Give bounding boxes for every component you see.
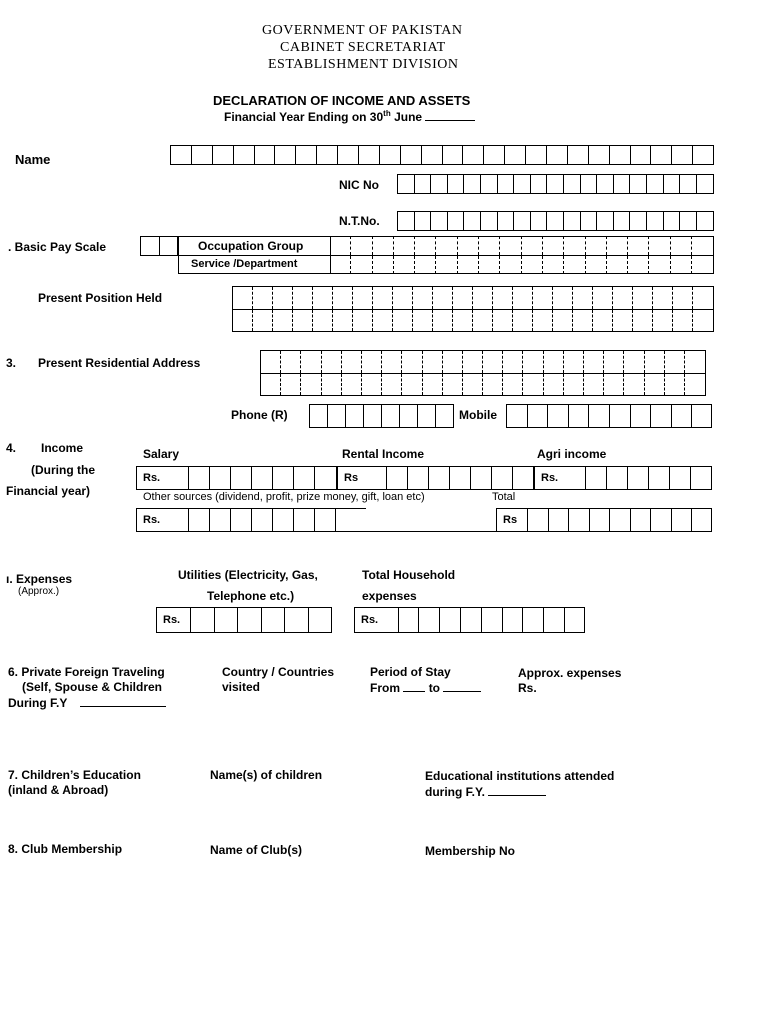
period-from-blank[interactable]	[403, 680, 425, 692]
period-label-1: Period of Stay	[370, 665, 451, 679]
utilities-field[interactable]	[156, 607, 332, 633]
approx-expenses-label-2: Rs.	[518, 681, 537, 695]
education-label-2: (inland & Abroad)	[8, 783, 109, 797]
mobile-field[interactable]	[506, 404, 712, 428]
form-subtitle: Financial Year Ending on 30th June	[224, 109, 475, 124]
name-field[interactable]	[170, 145, 714, 165]
agri-income-label: Agri income	[537, 447, 607, 461]
agri-income-field[interactable]	[534, 466, 712, 490]
expenses-label: ı. Expenses	[6, 572, 73, 586]
period-label-2: From to	[370, 680, 481, 695]
nic-label: NIC No	[339, 178, 379, 192]
nic-field[interactable]	[397, 174, 714, 194]
phone-label: Phone (R)	[231, 408, 288, 422]
ntn-field[interactable]	[397, 211, 714, 231]
total-label: Total	[492, 491, 516, 503]
mobile-label: Mobile	[459, 408, 497, 422]
travel-label-2: (Self, Spouse & Children	[22, 680, 163, 694]
total-rs-prefix: Rs	[497, 509, 528, 531]
bps-label: . Basic Pay Scale	[8, 240, 107, 254]
countries-label-2: visited	[222, 680, 261, 694]
income-sub1: (During the	[31, 463, 95, 477]
utilities-rs-prefix: Rs.	[157, 608, 191, 632]
household-rs-prefix: Rs.	[355, 608, 399, 632]
membership-no-label: Membership No	[425, 844, 516, 858]
ntn-label: N.T.No.	[339, 214, 380, 228]
expenses-approx: (Approx.)	[18, 586, 60, 597]
rental-income-field[interactable]	[337, 466, 534, 490]
name-label: Name	[15, 152, 51, 167]
address-label: Present Residential Address	[38, 356, 201, 370]
club-label: 8. Club Membership	[8, 842, 123, 856]
salary-label: Salary	[143, 447, 180, 461]
income-label: Income	[41, 441, 84, 455]
income-sub2: Financial year)	[6, 484, 91, 498]
header-division: ESTABLISHMENT DIVISION	[268, 57, 459, 72]
other-sources-baseline	[366, 531, 496, 532]
present-position-field[interactable]	[232, 286, 714, 332]
other-sources-field[interactable]	[136, 508, 366, 532]
countries-label-1: Country / Countries	[222, 665, 335, 679]
household-label-1: Total Household	[362, 568, 456, 582]
institutions-label-1: Educational institutions attended	[425, 769, 615, 783]
period-to-blank[interactable]	[443, 680, 481, 692]
total-income-field[interactable]	[496, 508, 712, 532]
education-fy-blank[interactable]	[488, 784, 546, 796]
household-expenses-field[interactable]	[354, 607, 585, 633]
fiscal-year-blank[interactable]	[425, 109, 475, 121]
occupation-group-label: Occupation Group	[198, 239, 304, 253]
agri-rs-prefix: Rs.	[535, 467, 586, 489]
other-sources-label: Other sources (dividend, profit, prize money, gift, loan etc)	[143, 491, 425, 503]
address-field[interactable]	[260, 350, 706, 396]
travel-fy-blank[interactable]	[80, 695, 166, 707]
income-number: 4.	[6, 441, 17, 455]
salary-rs-prefix: Rs.	[137, 467, 189, 489]
salary-field[interactable]	[136, 466, 337, 490]
household-label-2: expenses	[362, 589, 417, 603]
other-rs-prefix: Rs.	[137, 509, 189, 531]
club-names-label: Name of Club(s)	[210, 843, 303, 857]
children-names-label: Name(s) of children	[210, 768, 323, 782]
service-department-label: Service /Department	[191, 258, 298, 270]
utilities-label-2: Telephone etc.)	[207, 589, 295, 603]
present-position-label: Present Position Held	[38, 291, 163, 305]
address-number: 3.	[6, 356, 17, 370]
form-title: DECLARATION OF INCOME AND ASSETS	[213, 93, 471, 108]
bps-field[interactable]	[140, 236, 178, 256]
utilities-label-1: Utilities (Electricity, Gas,	[178, 568, 318, 582]
travel-label-1: 6. Private Foreign Traveling	[8, 665, 165, 679]
occupation-group-field[interactable]	[330, 236, 714, 274]
education-label-1: 7. Children’s Education	[8, 768, 141, 782]
phone-field[interactable]	[309, 404, 454, 428]
institutions-label-2: during F.Y.	[425, 784, 546, 799]
header-government: GOVERNMENT OF PAKISTAN	[262, 23, 463, 38]
rental-income-label: Rental Income	[342, 447, 425, 461]
header-cabinet: CABINET SECRETARIAT	[280, 40, 446, 55]
rental-rs-prefix: Rs	[338, 467, 387, 489]
travel-label-3: During F.Y	[8, 695, 166, 710]
approx-expenses-label-1: Approx. expenses	[518, 666, 622, 680]
